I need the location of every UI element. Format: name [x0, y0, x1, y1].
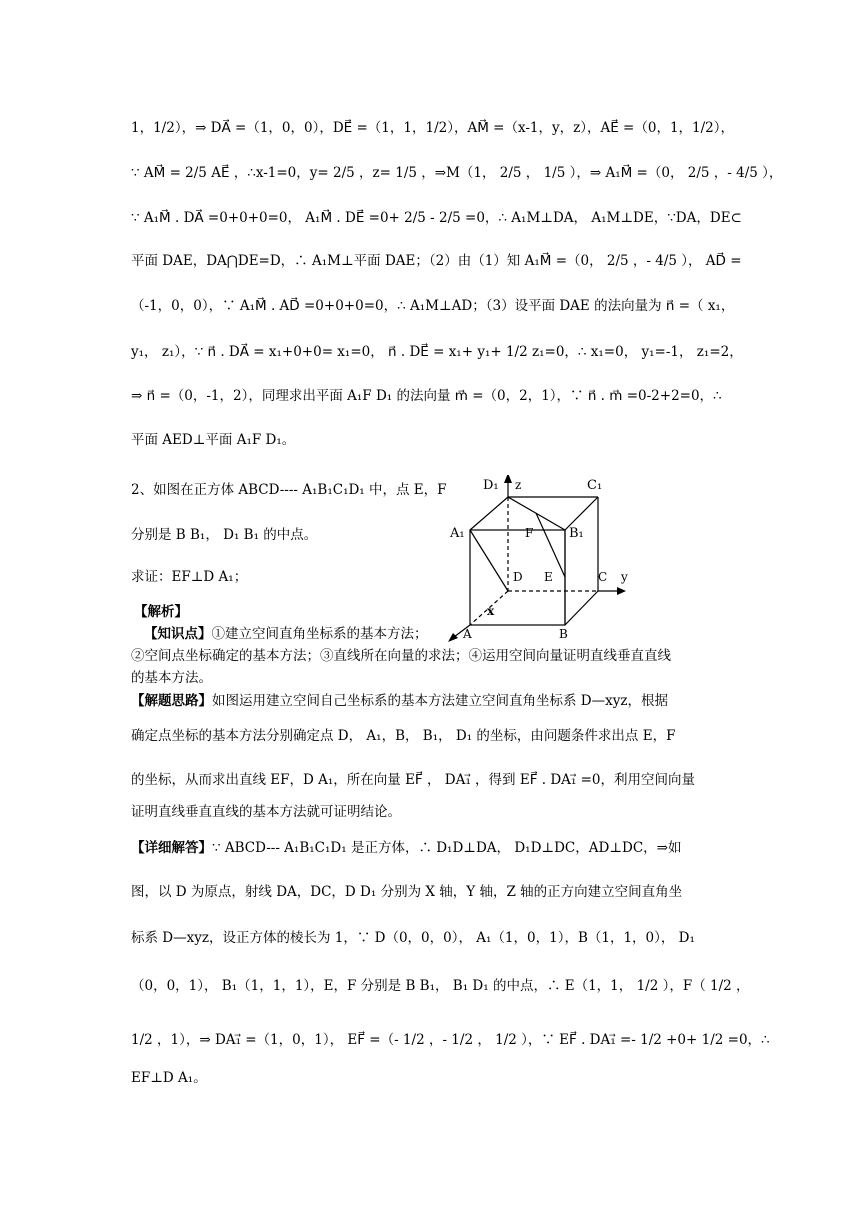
- idea-text-1: 如图运用建立空间自己坐标系的基本方法建立空间直角坐标系 D—xyz，根据: [212, 693, 668, 709]
- problem-statement-line-2: 分别是 B B₁， D₁ B₁ 的中点。: [131, 527, 318, 543]
- label-b: B: [559, 627, 568, 641]
- cube-figure: [445, 475, 645, 645]
- detail-text-1: ∵ ABCD--- A₁B₁C₁D₁ 是正方体，∴ D₁D⊥DA， D₁D⊥DC，AD⊥DC，⇒如: [212, 840, 682, 856]
- detail-line-2: 图，以 D 为原点，射线 DA，DC，D D₁ 分别为 X 轴，Y 轴，Z 轴的正方向建立空间直角坐: [131, 884, 683, 900]
- label-x: x: [487, 604, 495, 618]
- label-e: E: [544, 570, 553, 584]
- label-b1: B₁: [569, 526, 584, 541]
- detail-line-5: 1/2 ，1），⇒ DA₁⃗ =（1，0，1）， EF⃗ =（- 1/2 ，- 1/2 ， 1/2 ），∵ EF⃗ . DA₁⃗ =- 1/2 +0+ 1/2 =0，∴: [131, 1032, 770, 1048]
- label-f: F: [525, 526, 534, 540]
- idea-line-3: 的坐标，从而求出直线 EF，D A₁，所在向量 EF⃗ ， DA₁⃗ ，得到 EF⃗ . DA₁⃗ =0，利用空间向量: [131, 772, 696, 788]
- solution-line-1: 1，1/2），⇒ DA⃗ =（1，0，0），DE⃗ =（1，1，1/2），AM⃗ =（x-1，y，z），AE⃗ =（0，1，1/2），: [131, 120, 735, 136]
- solution-line-6: y₁， z₁），∵ n⃗ . DA⃗ = x₁+0+0= x₁=0， n⃗ . DE⃗ = x₁+ y₁+ 1/2 z₁=0，∴ x₁=0， y₁=-1， z₁=2，: [131, 344, 743, 360]
- detail-line-1: [131, 838, 741, 858]
- solution-line-7: ⇒ n⃗ =（0，-1，2），同理求出平面 A₁F D₁ 的法向量 m⃗ =（0，2，1），∵ n⃗ . m⃗ =0-2+2=0，∴: [131, 388, 722, 404]
- detail-label: 【详细解答】: [131, 840, 212, 856]
- label-c1: C₁: [587, 478, 603, 493]
- idea-line-2: 确定点坐标的基本方法分别确定点 D， A₁，B， B₁， D₁ 的坐标，由问题条件求出点 E，F: [131, 728, 676, 744]
- knowledge-line-3: 的基本方法。: [131, 670, 212, 686]
- label-y: y: [621, 570, 628, 584]
- knowledge-label: 【知识点】: [144, 626, 212, 642]
- label-a: A: [463, 627, 472, 641]
- analysis-title: 【解析】: [134, 604, 188, 620]
- idea-line-4: 证明直线垂直直线的基本方法就可证明结论。: [131, 804, 401, 820]
- solution-line-3: ∵ A₁M⃗ . DA⃗ =0+0+0=0， A₁M⃗ . DE⃗ =0+ 2/5 - 2/5 =0，∴ A₁M⊥DA， A₁M⊥DE，∵DA，DE⊂: [131, 210, 742, 226]
- y-axis-arrow: [617, 587, 626, 595]
- solution-line-5: （-1，0，0），∵ A₁M⃗ . AD⃗ =0+0+0=0，∴ A₁M⊥AD；（3）设平面 DAE 的法向量为 n⃗ =（ x₁，: [131, 298, 735, 314]
- edge-a1-d1: [470, 497, 508, 530]
- cube-diagram: [445, 475, 645, 645]
- solution-line-8: 平面 AED⊥平面 A₁F D₁。: [131, 432, 296, 448]
- solution-line-2: ∵ AM⃗ = 2/5 AE⃗ ，∴x-1=0，y= 2/5 ，z= 1/5 ，⇒M（1， 2/5 ， 1/5 ），⇒ A₁M⃗ =（0， 2/5 ，- 4/5 ），: [131, 165, 783, 181]
- knowledge-line-1: [144, 624, 464, 644]
- detail-line-6: EF⊥D A₁。: [131, 1070, 207, 1086]
- detail-line-4: （0，0，1）， B₁（1，1，1），E，F 分别是 B B₁， B₁ D₁ 的中点，∴ E（1，1， 1/2 ），F（ 1/2 ，: [131, 978, 750, 994]
- label-c: C: [598, 570, 608, 584]
- label-d: D: [513, 570, 523, 584]
- solution-line-4: 平面 DAE，DA⋂DE=D，∴ A₁M⊥平面 DAE；（2）由（1）知 A₁M⃗ =（0， 2/5 ，- 4/5 ）， AD⃗ =: [131, 253, 742, 269]
- label-d1: D₁: [483, 478, 499, 493]
- line-a1-d: [470, 530, 508, 591]
- label-z: z: [515, 478, 522, 492]
- label-a1: A₁: [450, 526, 465, 541]
- detail-line-3: 标系 D—xyz，设正方体的棱长为 1，∵ D（0，0，0）， A₁（1，0，1），B（1，1，0）， D₁: [131, 930, 695, 946]
- z-axis-arrow: [504, 475, 512, 483]
- x-axis-arrow: [448, 633, 458, 642]
- problem-statement-line-3: 求证：EF⊥D A₁；: [131, 569, 248, 585]
- knowledge-text-1: ①建立空间直角坐标系的基本方法；: [211, 626, 428, 642]
- idea-label: 【解题思路】: [131, 693, 212, 709]
- knowledge-line-2: ②空间点坐标确定的基本方法；③直线所在向量的求法；④运用空间向量证明直线垂直直线: [131, 648, 671, 664]
- edge-b-c: [565, 591, 598, 625]
- problem-statement-line-1: 2、如图在正方体 ABCD---- A₁B₁C₁D₁ 中，点 E，F: [131, 482, 447, 498]
- line-f-e: [536, 513, 565, 577]
- idea-line-1: [131, 691, 741, 711]
